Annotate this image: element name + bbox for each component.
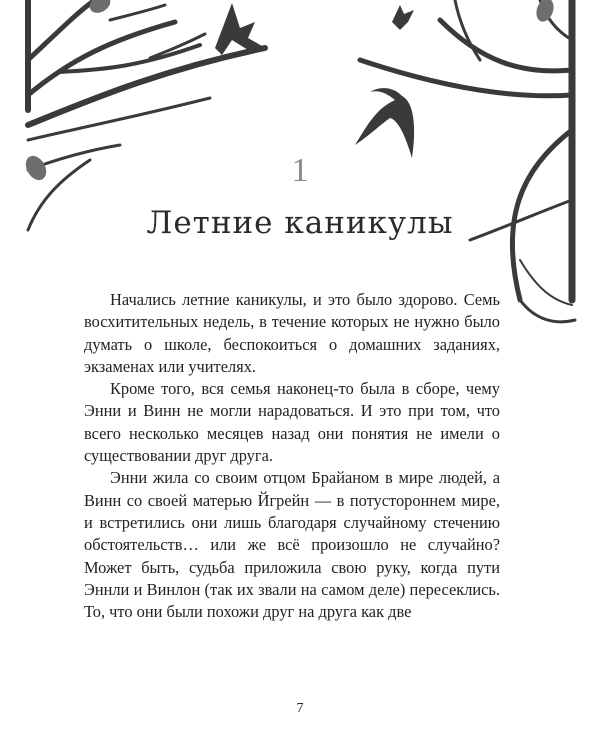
bird-icon	[215, 3, 262, 55]
leaf-icon	[86, 0, 113, 16]
bird-icons	[215, 3, 414, 158]
paragraph: Кроме того, вся семья наконец-то была в сборе, чему Энни и Винн не могли нарадоваться. И это при том, что всего несколько месяцев назад они понятия не имели о существовании друг друга.	[84, 379, 500, 466]
swallow-icon	[355, 88, 414, 158]
paragraph: Энни жила со своим отцом Брайаном в мире людей, а Винн со своей матерью Йгрейн — в потустороннем мире, и встретились они лишь благодаря случайному стечению обстоятельств… или же всё произошло не случайно? Может быть, судьба приложила свою руку, когда пути Эннли и Винлон (так их звали на самом деле) пересеклись. То, что они были похожи друг на друга как две	[84, 468, 500, 622]
bird-icon	[392, 5, 414, 30]
page-number: 7	[296, 701, 304, 716]
chapter-title: Летние каникулы	[146, 205, 454, 241]
chapter-number: 1	[291, 152, 309, 189]
leaf-icon	[533, 0, 556, 24]
paragraph: Начались летние каникулы, и это было здорово. Семь восхитительных недель, в течение которых не нужно было думать о школе, беспокоиться о домашних заданиях, экзаменах или учителях.	[84, 290, 500, 376]
chapter-body	[84, 289, 500, 623]
left-branches	[28, 0, 265, 230]
